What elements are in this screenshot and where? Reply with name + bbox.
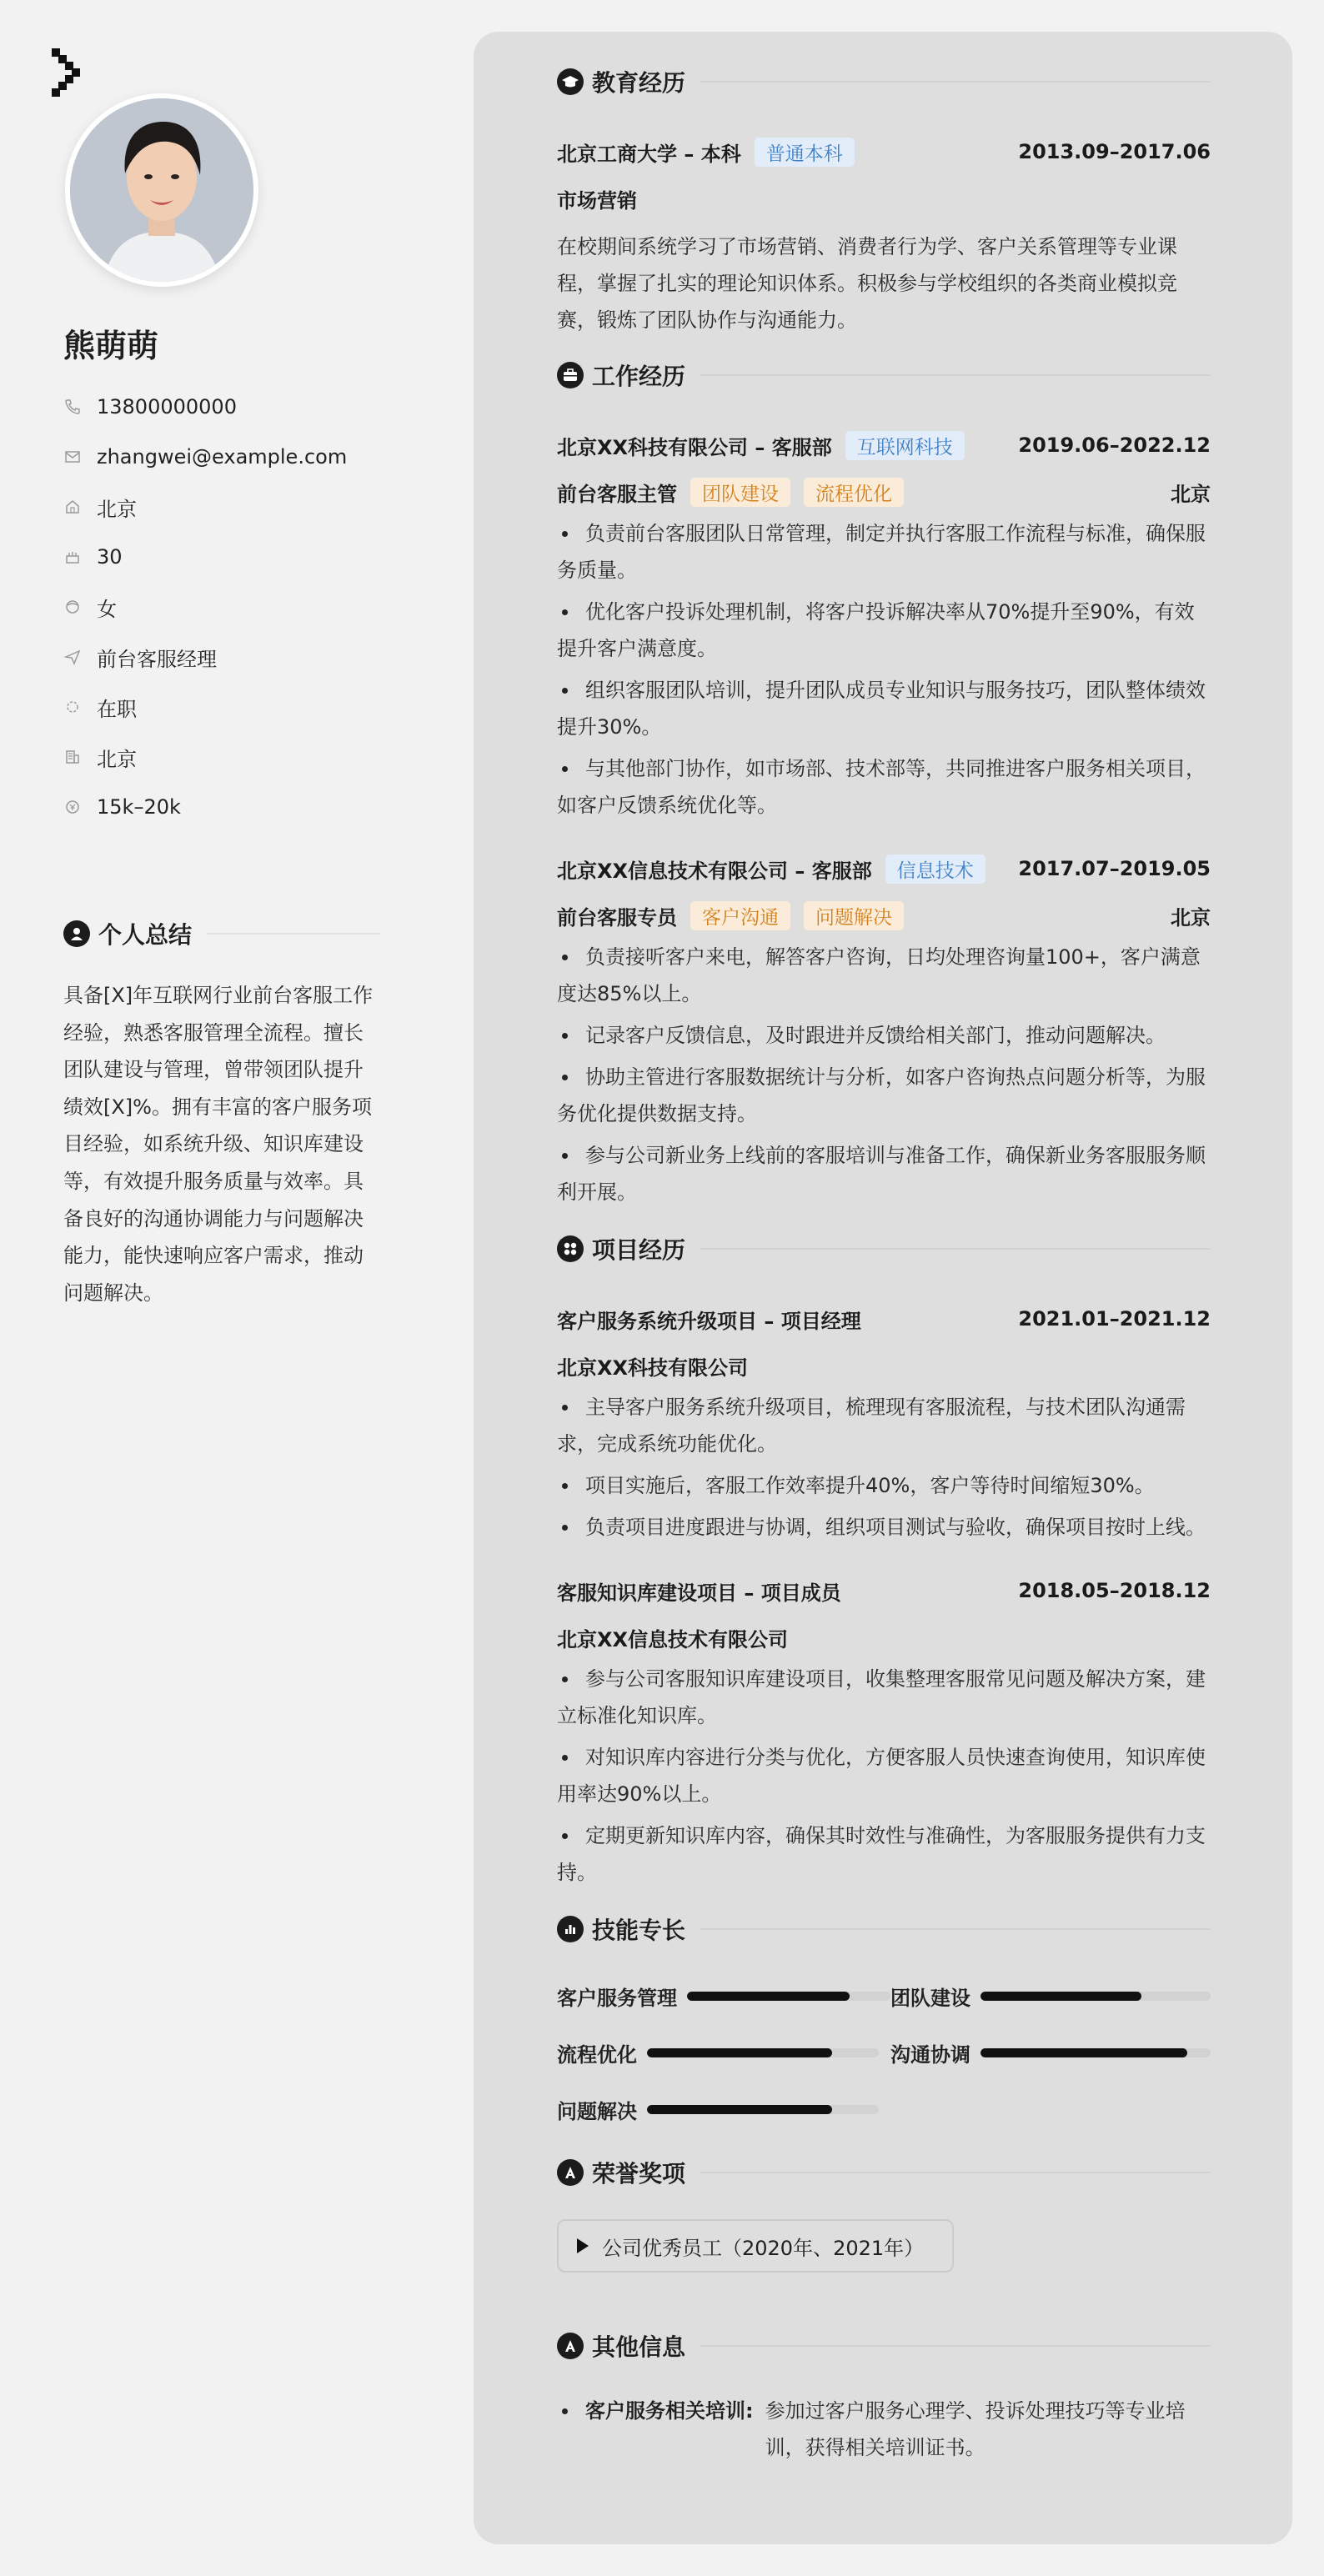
project-company: 北京XX信息技术有限公司 xyxy=(557,1627,789,1651)
divider xyxy=(700,374,1211,376)
job-company: 北京XX信息技术有限公司 – 客服部 xyxy=(557,859,872,883)
main-content xyxy=(557,65,1211,2486)
info-icon xyxy=(557,2333,584,2359)
contact-position-text: 前台客服经理 xyxy=(97,647,217,671)
education-heading xyxy=(557,65,1211,98)
contact-age-text: 30 xyxy=(97,545,123,569)
logo-icon xyxy=(52,48,85,97)
project-date: 2021.01–2021.12 xyxy=(1018,1307,1211,1331)
education-section xyxy=(557,65,1211,338)
skill-bar xyxy=(647,2048,879,2057)
education-title: 教育经历 xyxy=(592,69,686,97)
skill-name: 客户服务管理 xyxy=(557,1986,677,2010)
project-bullet: 定期更新知识库内容，确保其时效性与准确性，为客服服务提供有力支持。 xyxy=(557,1817,1211,1891)
education-row xyxy=(557,128,1211,175)
sidebar xyxy=(0,0,434,2576)
job-bullet: 优化客户投诉处理机制，将客户投诉解决率从70%提升至90%，有效提升客户满意度。 xyxy=(557,594,1211,667)
project-bullet: 参与公司客服知识库建设项目，收集整理客服常见问题及解决方案，建立标准化知识库。 xyxy=(557,1661,1211,1734)
grid-icon xyxy=(557,1235,584,1262)
skill-bar xyxy=(980,2048,1211,2057)
job-bullet: 组织客服团队培训，提升团队成员专业知识与服务技巧，团队整体绩效提升30%。 xyxy=(557,672,1211,745)
skill-bar-fill xyxy=(980,1992,1141,2001)
skills-grid xyxy=(557,1976,1211,2129)
gender-icon xyxy=(63,598,82,616)
project-bullets xyxy=(557,1389,1211,1546)
job-bullet: 参与公司新业务上线前的客服培训与准备工作，确保新业务客服服务顺利开展。 xyxy=(557,1137,1211,1210)
education-tag: 普通本科 xyxy=(755,138,855,167)
contact-location xyxy=(63,482,347,532)
education-school: 北京工商大学 – 本科 xyxy=(557,142,741,166)
phone-icon xyxy=(63,398,82,416)
award-item[interactable] xyxy=(557,2219,954,2273)
job-bullet: 负责接听客户来电，解答客户咨询，日均处理咨询量100+，客户满意度达85%以上。 xyxy=(557,939,1211,1012)
skill-name: 团队建设 xyxy=(890,1986,970,2010)
projects-title: 项目经历 xyxy=(592,1236,686,1264)
skill-bar xyxy=(687,1992,890,2001)
project-bullets xyxy=(557,1661,1211,1891)
summary-heading xyxy=(63,917,380,950)
job-bullet: 负责前台客服团队日常管理，制定并执行客服工作流程与标准，确保服务质量。 xyxy=(557,515,1211,589)
job-role-row xyxy=(557,892,1211,939)
skills-heading xyxy=(557,1912,1211,1946)
building-icon xyxy=(63,748,82,766)
skills-title: 技能专长 xyxy=(592,1917,686,1944)
job-industry-tag: 信息技术 xyxy=(885,854,985,884)
job-date: 2017.07–2019.05 xyxy=(1018,857,1211,880)
job-bullet: 与其他部门协作，如市场部、技术部等，共同推进客户服务相关项目，如客户反馈系统优化等。 xyxy=(557,750,1211,824)
project-name: 客服知识库建设项目 – 项目成员 xyxy=(557,1581,841,1605)
project-header xyxy=(557,1567,1211,1614)
education-desc: 在校期间系统学习了市场营销、消费者行为学、客户关系管理等专业课程，掌握了扎实的理论知识体系。积极参与学校组织的各类商业模拟竞赛，锻炼了团队协作与沟通能力。 xyxy=(557,235,1177,332)
other-item xyxy=(557,2393,1211,2466)
job-company: 北京XX科技有限公司 – 客服部 xyxy=(557,435,832,459)
other-title: 其他信息 xyxy=(592,2333,686,2361)
awards-heading xyxy=(557,2156,1211,2189)
job-bullets xyxy=(557,939,1211,1210)
education-date: 2013.09–2017.06 xyxy=(1018,140,1211,163)
project-name: 客户服务系统升级项目 – 项目经理 xyxy=(557,1309,861,1333)
skill-name: 问题解决 xyxy=(557,2099,637,2123)
contact-location-text: 北京 xyxy=(97,497,137,521)
skill-bar-fill xyxy=(687,1992,850,2001)
project-date: 2018.05–2018.12 xyxy=(1018,1579,1211,1602)
project-bullet: 项目实施后，客服工作效率提升40%，客户等待时间缩短30%。 xyxy=(557,1467,1211,1504)
contact-salary xyxy=(63,782,347,832)
contact-gender xyxy=(63,582,347,632)
status-icon xyxy=(63,698,82,716)
job-city: 北京 xyxy=(1171,905,1211,930)
other-heading xyxy=(557,2329,1211,2363)
skill-bar-fill xyxy=(647,2105,832,2114)
salary-icon xyxy=(63,798,82,816)
contact-position xyxy=(63,632,347,682)
job-bullet: 协助主管进行客服数据统计与分析，如客户咨询热点问题分析等，为服务优化提供数据支持。 xyxy=(557,1059,1211,1132)
mail-icon xyxy=(63,448,82,466)
contact-status-text: 在职 xyxy=(97,697,137,721)
job-industry-tag: 互联网科技 xyxy=(845,431,965,460)
project-item xyxy=(557,1567,1211,1891)
other-section xyxy=(557,2329,1211,2466)
skill-bar-fill xyxy=(647,2048,832,2057)
project-company: 北京XX科技有限公司 xyxy=(557,1356,749,1380)
project-bullet: 对知识库内容进行分类与优化，方便客服人员快速查询使用，知识库使用率达90%以上。 xyxy=(557,1739,1211,1812)
contact-phone-text: 13800000000 xyxy=(97,395,237,418)
project-header xyxy=(557,1296,1211,1342)
main-panel xyxy=(474,32,1292,2544)
profile-name: 熊萌萌 xyxy=(63,328,159,364)
job-header xyxy=(557,422,1211,469)
education-major-row xyxy=(557,175,1211,222)
summary-title: 个人总结 xyxy=(98,921,193,949)
summary-text: 具备[X]年互联网行业前台客服工作经验，熟悉客服管理全流程。擅长团队建设与管理，曾带领团队提升绩效[X]%。拥有丰富的客户服务项目经验，如系统升级、知识库建设等，有效提升服务质量与效率。具备良好的沟通协调能力与问题解决能力，能快速响应客户需求，推动问题解决。 xyxy=(63,984,374,1305)
other-value: 参加过客户服务心理学、投诉处理技巧等专业培训，获得相关培训证书。 xyxy=(765,2399,1186,2459)
job-city: 北京 xyxy=(1171,482,1211,506)
job-header xyxy=(557,845,1211,892)
divider xyxy=(700,2345,1211,2347)
award-icon xyxy=(557,2159,584,2186)
skills-section xyxy=(557,1912,1211,2129)
contact-work-city xyxy=(63,732,347,782)
work-heading xyxy=(557,358,1211,392)
graduation-cap-icon xyxy=(557,68,584,95)
project-bullet: 负责项目进度跟进与协调，组织项目测试与验收，确保项目按时上线。 xyxy=(557,1509,1211,1546)
skill-item xyxy=(557,2032,890,2072)
divider xyxy=(700,81,1211,83)
skill-item xyxy=(890,2032,1211,2072)
education-major: 市场营销 xyxy=(557,188,637,213)
contact-email-text: zhangwei@example.com xyxy=(97,445,348,469)
job-skill-tag: 流程优化 xyxy=(804,478,904,507)
send-icon xyxy=(63,648,82,666)
work-title: 工作经历 xyxy=(592,363,686,390)
project-item xyxy=(557,1296,1211,1546)
job-bullet: 记录客户反馈信息，及时跟进并反馈给相关部门，推动问题解决。 xyxy=(557,1017,1211,1054)
caret-right-icon xyxy=(577,2238,589,2253)
contact-status xyxy=(63,682,347,732)
home-icon xyxy=(63,498,82,516)
work-section xyxy=(557,358,1211,1210)
job-date: 2019.06–2022.12 xyxy=(1018,434,1211,457)
contact-age xyxy=(63,532,347,582)
job-skill-tag: 问题解决 xyxy=(804,901,904,930)
contact-salary-text: 15k–20k xyxy=(97,795,181,819)
skill-item xyxy=(890,1976,1211,2016)
contact-list xyxy=(63,382,347,832)
skill-item xyxy=(557,1976,890,2016)
skill-name: 流程优化 xyxy=(557,2042,637,2067)
job-role: 前台客服专员 xyxy=(557,905,677,930)
skill-bar xyxy=(980,1992,1211,2001)
awards-title: 荣誉奖项 xyxy=(592,2160,686,2188)
briefcase-icon xyxy=(557,362,584,388)
job-bullets xyxy=(557,515,1211,824)
divider xyxy=(207,933,380,935)
user-icon xyxy=(63,920,90,947)
other-label: 客户服务相关培训: xyxy=(585,2399,754,2423)
skill-bar-fill xyxy=(980,2048,1187,2057)
contact-phone xyxy=(63,382,347,432)
contact-work-city-text: 北京 xyxy=(97,747,137,771)
skill-name: 沟通协调 xyxy=(890,2042,970,2067)
project-company-row xyxy=(557,1614,1211,1661)
cake-icon xyxy=(63,548,82,566)
job-role-row xyxy=(557,469,1211,515)
projects-section xyxy=(557,1232,1211,1891)
project-bullet: 主导客户服务系统升级项目，梳理现有客服流程，与技术团队沟通需求，完成系统功能优化。 xyxy=(557,1389,1211,1462)
divider xyxy=(700,1248,1211,1250)
awards-section xyxy=(557,2156,1211,2309)
avatar xyxy=(65,93,258,287)
projects-heading xyxy=(557,1232,1211,1265)
job-item xyxy=(557,845,1211,1210)
contact-gender-text: 女 xyxy=(97,597,117,621)
project-company-row xyxy=(557,1342,1211,1389)
award-text: 公司优秀员工（2020年、2021年） xyxy=(602,2236,925,2260)
skill-item xyxy=(557,2089,890,2129)
divider xyxy=(700,2172,1211,2173)
job-item xyxy=(557,422,1211,824)
contact-email xyxy=(63,432,347,482)
avatar-portrait xyxy=(70,98,253,282)
job-skill-tag: 客户沟通 xyxy=(690,901,790,930)
job-skill-tag: 团队建设 xyxy=(690,478,790,507)
divider xyxy=(700,1928,1211,1930)
bar-chart-icon xyxy=(557,1916,584,1942)
skill-bar xyxy=(647,2105,879,2114)
job-role: 前台客服主管 xyxy=(557,482,677,506)
